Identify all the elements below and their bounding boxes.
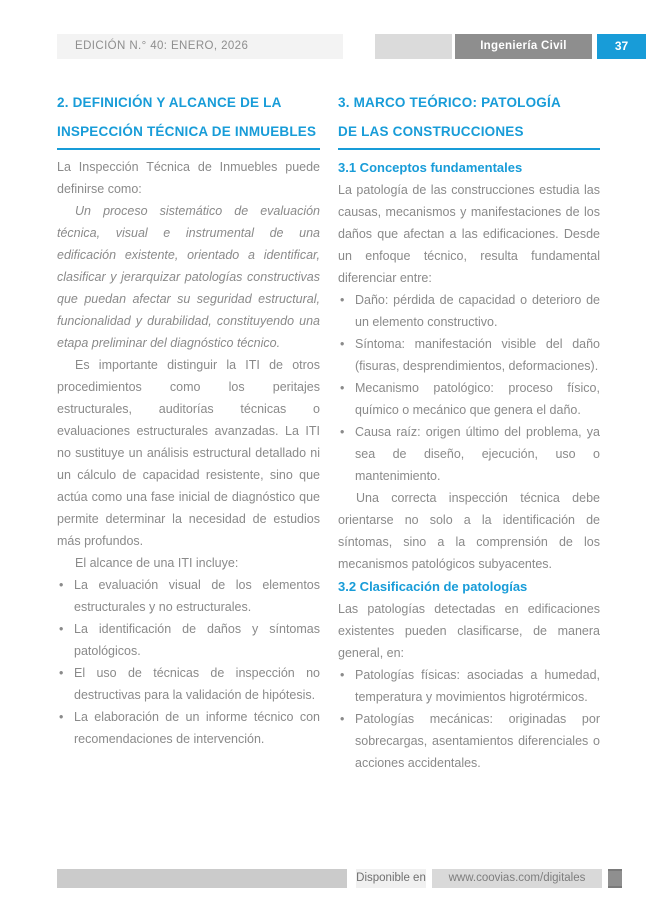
pathology-types-list [338,664,600,774]
list-item: • El uso de técnicas de inspección no destructivas para la validación de hipótesis. [57,662,320,706]
footer-decorative-bar [57,869,347,888]
list-item: • Patologías físicas: asociadas a humedad, temperatura y movimientos higrotérmicos. [338,664,600,708]
section-2-heading [57,88,320,150]
iti-scope-intro: El alcance de una ITI incluye: [75,556,239,570]
subsection-3-2-heading: 3.2 Clasificación de patologías [338,579,528,594]
classification-intro-paragraph: Las patologías detectadas en edificaciones existentes pueden clasificarse, de manera general, en: [338,602,600,660]
list-item: • La elaboración de un informe técnico con recomendaciones de intervención. [57,706,320,750]
section-3-heading [338,88,600,150]
subsection-3-1-heading: 3.1 Conceptos fundamentales [338,160,523,175]
section-2-heading-line2: INSPECCIÓN TÉCNICA DE INMUEBLES [57,124,317,139]
list-item: • Patologías mecánicas: originadas por sobrecargas, asentamientos diferenciales o acciones accidentales. [338,708,600,774]
content-columns [57,88,600,774]
pathology-concepts-list [338,289,600,487]
list-item: • La identificación de daños y síntomas patológicos. [57,618,320,662]
right-column [338,88,600,774]
footer-end-square [608,869,622,888]
left-column [57,88,320,774]
list-item: • Síntoma: manifestación visible del daño (fisuras, desprendimientos, deformaciones). [338,333,600,377]
header-spacer-block [375,34,452,59]
section-tag-label: Ingeniería Civil [480,40,567,52]
footer-available-label: Disponible en [356,869,426,888]
section-3-heading-line1: 3. MARCO TEÓRICO: PATOLOGÍA [338,95,561,110]
edition-label: EDICIÓN N.° 40: ENERO, 2026 [75,40,249,52]
list-item: • Mecanismo patológico: proceso físico, químico o mecánico que genera el daño. [338,377,600,421]
list-item: • Causa raíz: origen último del problema, ya sea de diseño, ejecución, uso o mantenimiento. [338,421,600,487]
footer-website-link[interactable]: www.coovias.com/digitales [432,869,602,888]
inspection-orientation-paragraph: Una correcta inspección técnica debe orientarse no solo a la identificación de síntomas, sino a la comprensión de los mecanismos patológicos subyacentes. [338,491,600,571]
page-number: 37 [614,39,629,53]
list-item: • Daño: pérdida de capacidad o deterioro de un elemento constructivo. [338,289,600,333]
page-number-badge [597,34,646,59]
list-item: • La evaluación visual de los elementos estructurales y no estructurales. [57,574,320,618]
iti-definition-quote: Un proceso sistemático de evaluación técnica, visual e instrumental de una edificación existente, orientado a identificar, clasificar y jerarquizar patologías constructivas que puedan afectar su seguridad estructural, funcionalidad y durabilidad, constituyendo una etapa preliminar del diagnóstico técnico. [57,204,320,350]
pathology-intro-paragraph: La patología de las construcciones estudia las causas, mecanismos y manifestaciones de los daños que afectan a las edificaciones. Desde un enfoque técnico, resulta fundamental diferenciar entre: [338,183,600,285]
section-3-heading-line2: DE LAS CONSTRUCCIONES [338,124,524,139]
iti-scope-list [57,574,320,750]
edition-header-bar [57,34,343,59]
section-2-heading-line1: 2. DEFINICIÓN Y ALCANCE DE LA [57,95,282,110]
iti-intro-paragraph: La Inspección Técnica de Inmuebles puede definirse como: [57,160,320,196]
iti-distinction-paragraph: Es importante distinguir la ITI de otros procedimientos como los peritajes estructurales, auditorías técnicas o evaluaciones estructurales avanzadas. La ITI no sustituye un análisis estructural detallado ni un cálculo de capacidad resistente, sino que actúa como una fase inicial de diagnóstico que permite determinar la necesidad de estudios más profundos. [57,358,320,548]
section-tag [455,34,592,59]
